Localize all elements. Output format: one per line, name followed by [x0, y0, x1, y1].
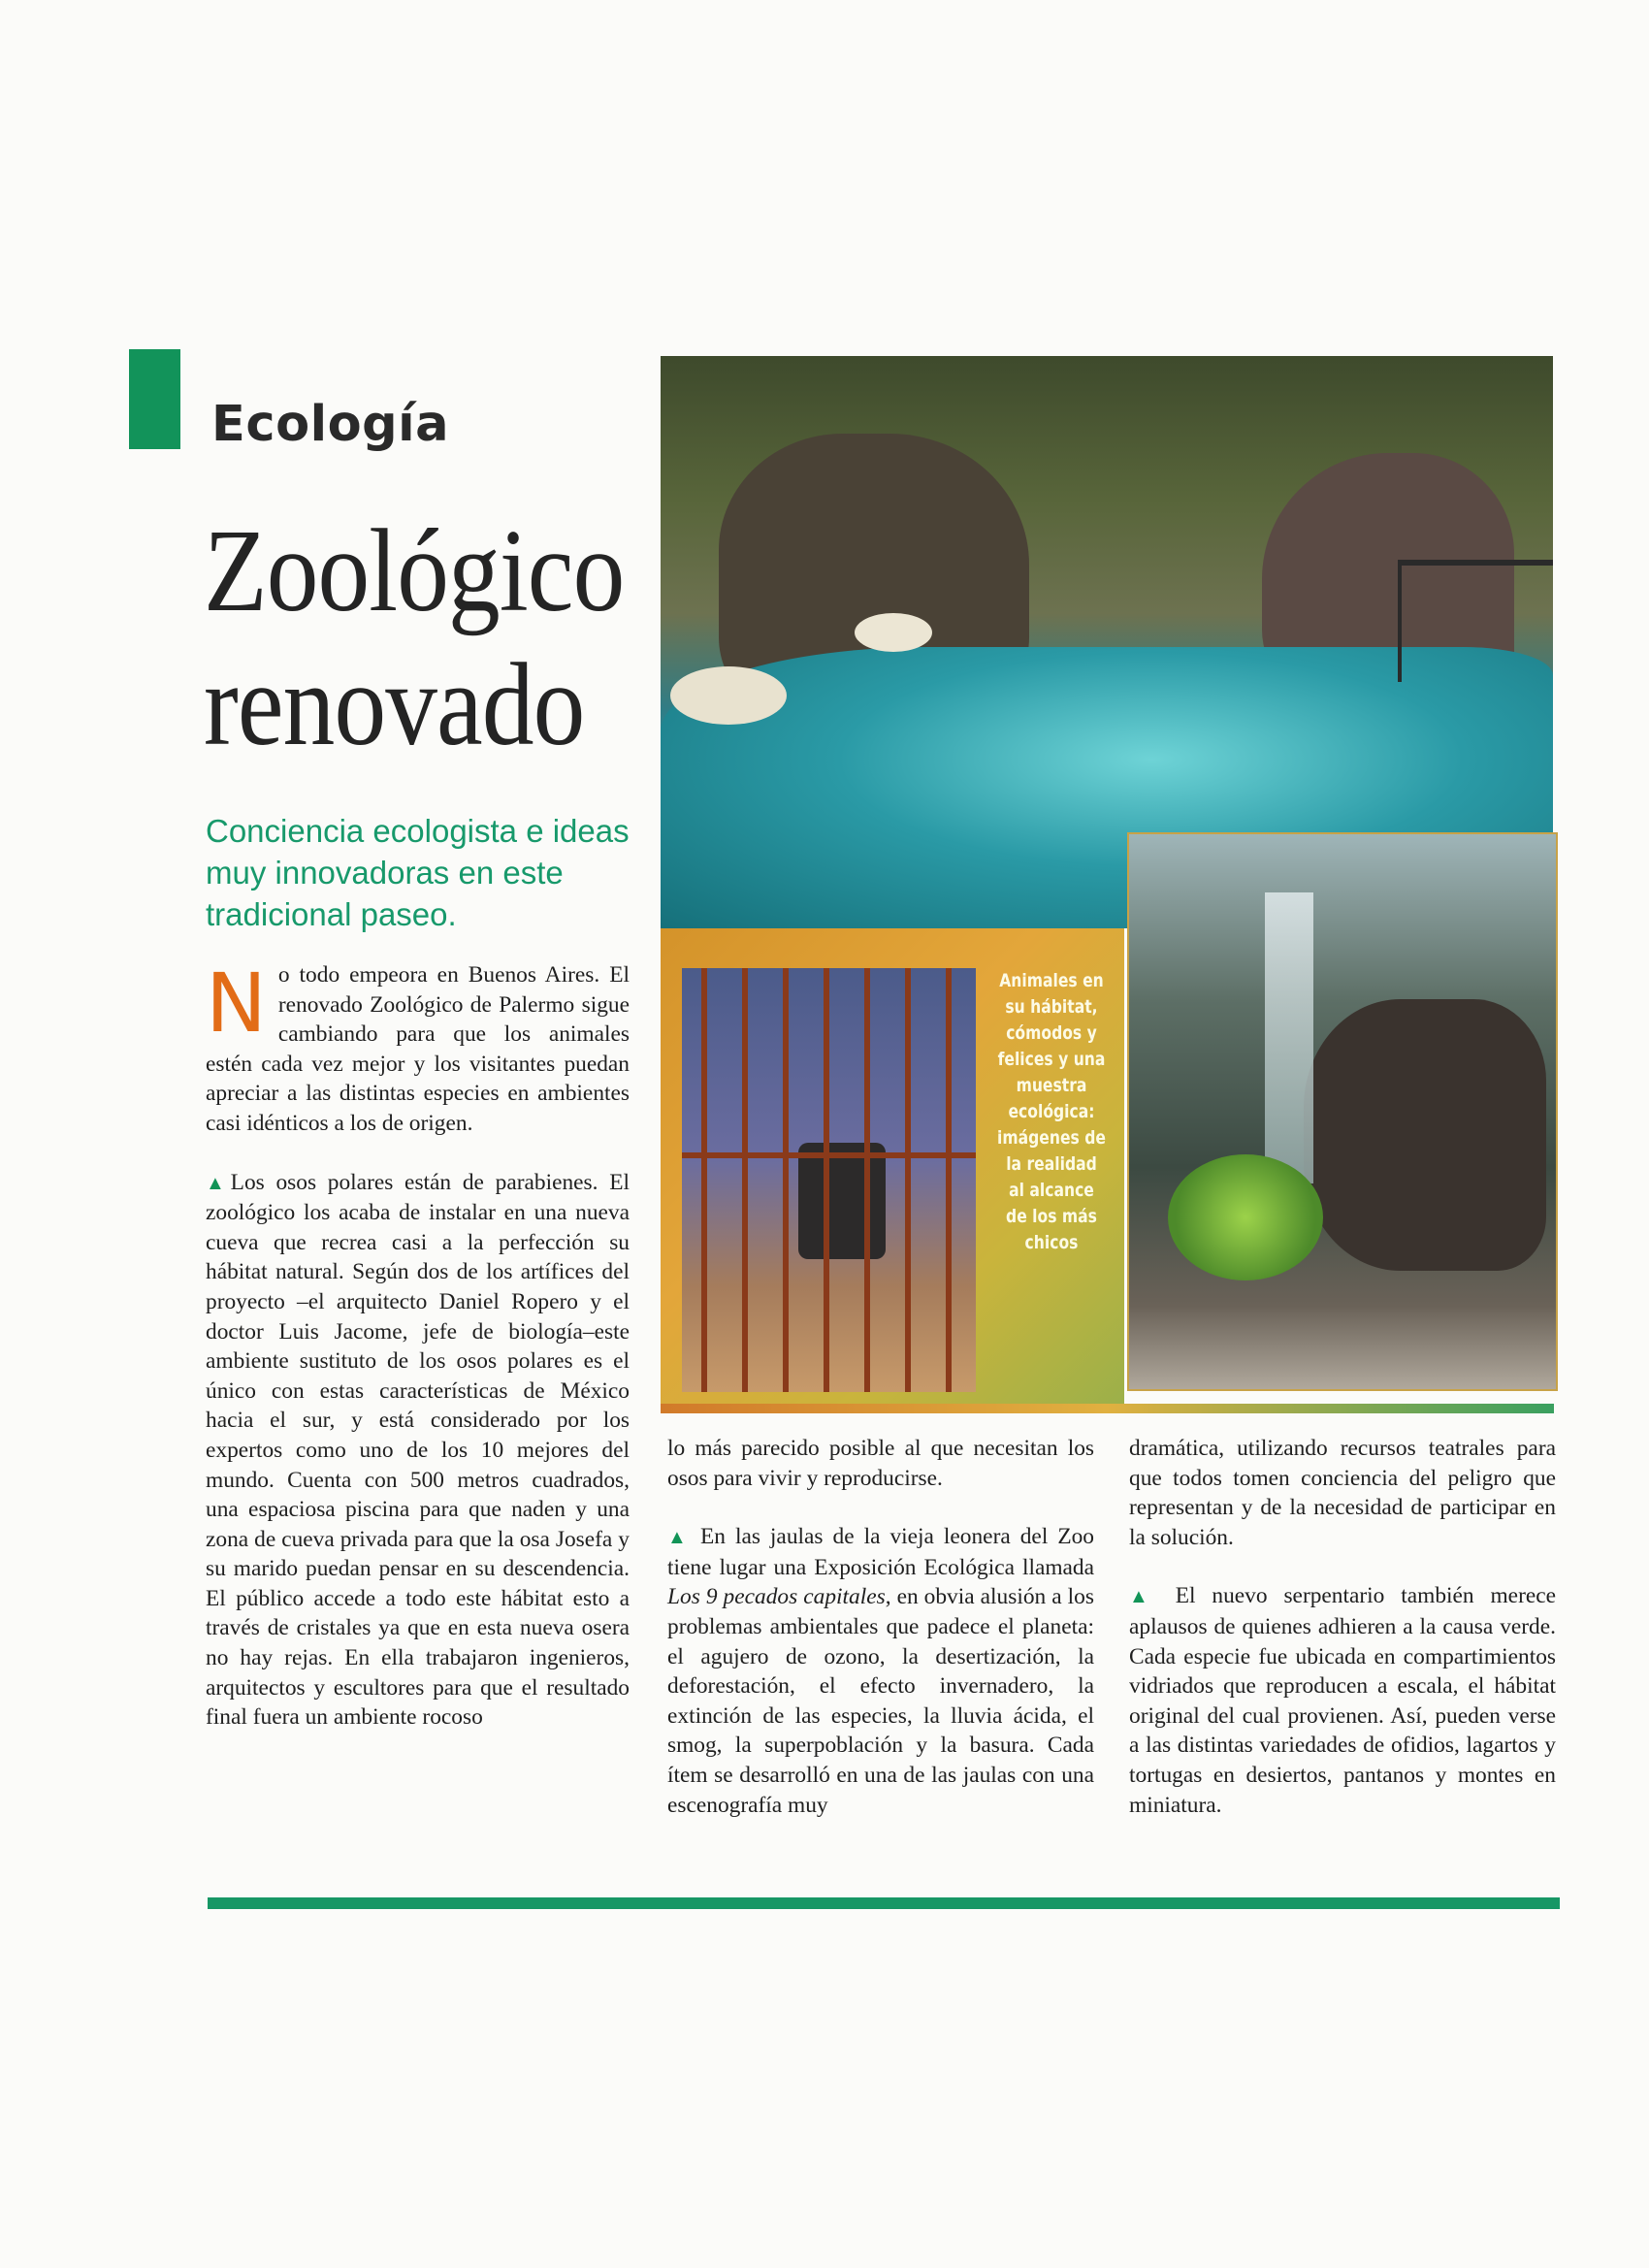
- exhibition-name: Los 9 pecados capitales: [667, 1584, 886, 1610]
- waterfall-shape: [1265, 892, 1313, 1183]
- exhibition-text-start: En las jaulas de la vieja leonera del Zoo tiene lugar una Exposición Ecológica llamada: [667, 1524, 1094, 1580]
- bottom-rule: [208, 1897, 1560, 1909]
- photo-caption: Animales en su hábitat, cómodos y felices y una muestra ecológica: imágenes de la realidad al alcance de los más chicos: [997, 970, 1106, 1253]
- polar-bear-shape: [670, 666, 787, 725]
- triangle-bullet-icon: ▲: [1129, 1586, 1159, 1608]
- serpentarium-text: El nuevo serpentario también merece aplausos de quienes adhieren a la causa verde. Cada especie fue ubicada en compartimientos vidriados que reproducen a escala, el hábitat original del cual provienen. Así, pueden verse a las distintas variedades de ofidios, lagartos y tortugas en desiertos, pantanos y montes en miniatura.: [1129, 1583, 1556, 1818]
- section-marker: [129, 349, 180, 449]
- serpentarium-paragraph: [1129, 1581, 1556, 1820]
- triangle-bullet-icon: ▲: [206, 1172, 231, 1194]
- plant-shape: [1168, 1154, 1323, 1280]
- page-title: [204, 504, 625, 772]
- article-column-2: [667, 1434, 1094, 1849]
- rock-shape: [1304, 999, 1546, 1271]
- polar-bear-shape: [855, 613, 932, 652]
- cage-bar: [905, 968, 911, 1392]
- polar-bear-paragraph: [206, 1168, 630, 1733]
- title-line-2: renovado: [204, 639, 585, 770]
- polar-bear-continuation: lo más parecido posible al que necesitan los osos para vivir y reproducirse.: [667, 1436, 1094, 1491]
- exhibition-paragraph: [667, 1522, 1094, 1820]
- barrel-shape: [798, 1143, 886, 1259]
- intro-paragraph: [206, 956, 630, 1139]
- panel-bottom-strip: [661, 1404, 1554, 1413]
- cage-bar: [946, 968, 952, 1392]
- article-column-3: [1129, 1434, 1556, 1849]
- cage-bar: [701, 968, 707, 1392]
- cage-bar: [783, 968, 789, 1392]
- intro-text: o todo empeora en Buenos Aires. El renovado Zoológico de Palermo sigue cambiando para que los animales estén cada vez mejor y los visitantes puedan apreciar a las distintas especies en ambientes casi idénticos a los de origen.: [206, 962, 630, 1136]
- exhibition-continuation: dramática, utilizando recursos teatrales para que todos tomen conciencia del peligro que representan y de la necesidad de participar en la solución.: [1129, 1436, 1556, 1550]
- cage-bar: [824, 968, 829, 1392]
- triangle-bullet-icon: ▲: [667, 1527, 691, 1549]
- cage-bar: [742, 968, 748, 1392]
- section-label: Ecología: [211, 396, 450, 453]
- serpentarium-photo: [1127, 832, 1558, 1391]
- cage-bar: [864, 968, 870, 1392]
- cage-exhibit-photo: [682, 968, 976, 1392]
- article-column-1: [206, 956, 630, 1762]
- exhibition-text-end: , en obvia alusión a los problemas ambientales que padece el planeta: el agujero de ozono, la desertización, la deforestación, el efecto invernadero, la extinción de las especies, la lluvia ácida, el smog, la superpoblación y la basura. Cada ítem se desarrolló en una de las jaulas con una escenografía muy: [667, 1584, 1094, 1818]
- railing-shape: [1398, 560, 1553, 682]
- dropcap: N: [206, 956, 267, 1051]
- subtitle: Conciencia ecologista e ideas muy innovadoras en este tradicional paseo.: [206, 813, 630, 932]
- cage-crossbar: [682, 1152, 976, 1158]
- polar-bear-text: Los osos polares están de parabienes. El zoológico los acaba de instalar en una nueva cueva que recrea casi a la perfección su hábitat natural. Según dos de los artífices del proyecto –el arquitecto Daniel Ropero y el doctor Luis Jacome, jefe de biología–este ambiente sustituto de los osos polares es el único con estas características de México hacia el sur, y está considerado por los expertos como uno de los 10 mejores del mundo. Cuenta con 500 metros cuadrados, una espaciosa piscina para que naden y una zona de cueva privada para que la osa Josefa y su marido puedan pensar en su descendencia. El público accede a todo este hábitat esto a través de cristales ya que en esta nueva osera no hay rejas. En ella trabajaron ingenieros, arquitectos y escultores para que el resultado final fuera un ambiente rocoso: [206, 1169, 630, 1731]
- title-line-1: Zoológico: [204, 505, 625, 636]
